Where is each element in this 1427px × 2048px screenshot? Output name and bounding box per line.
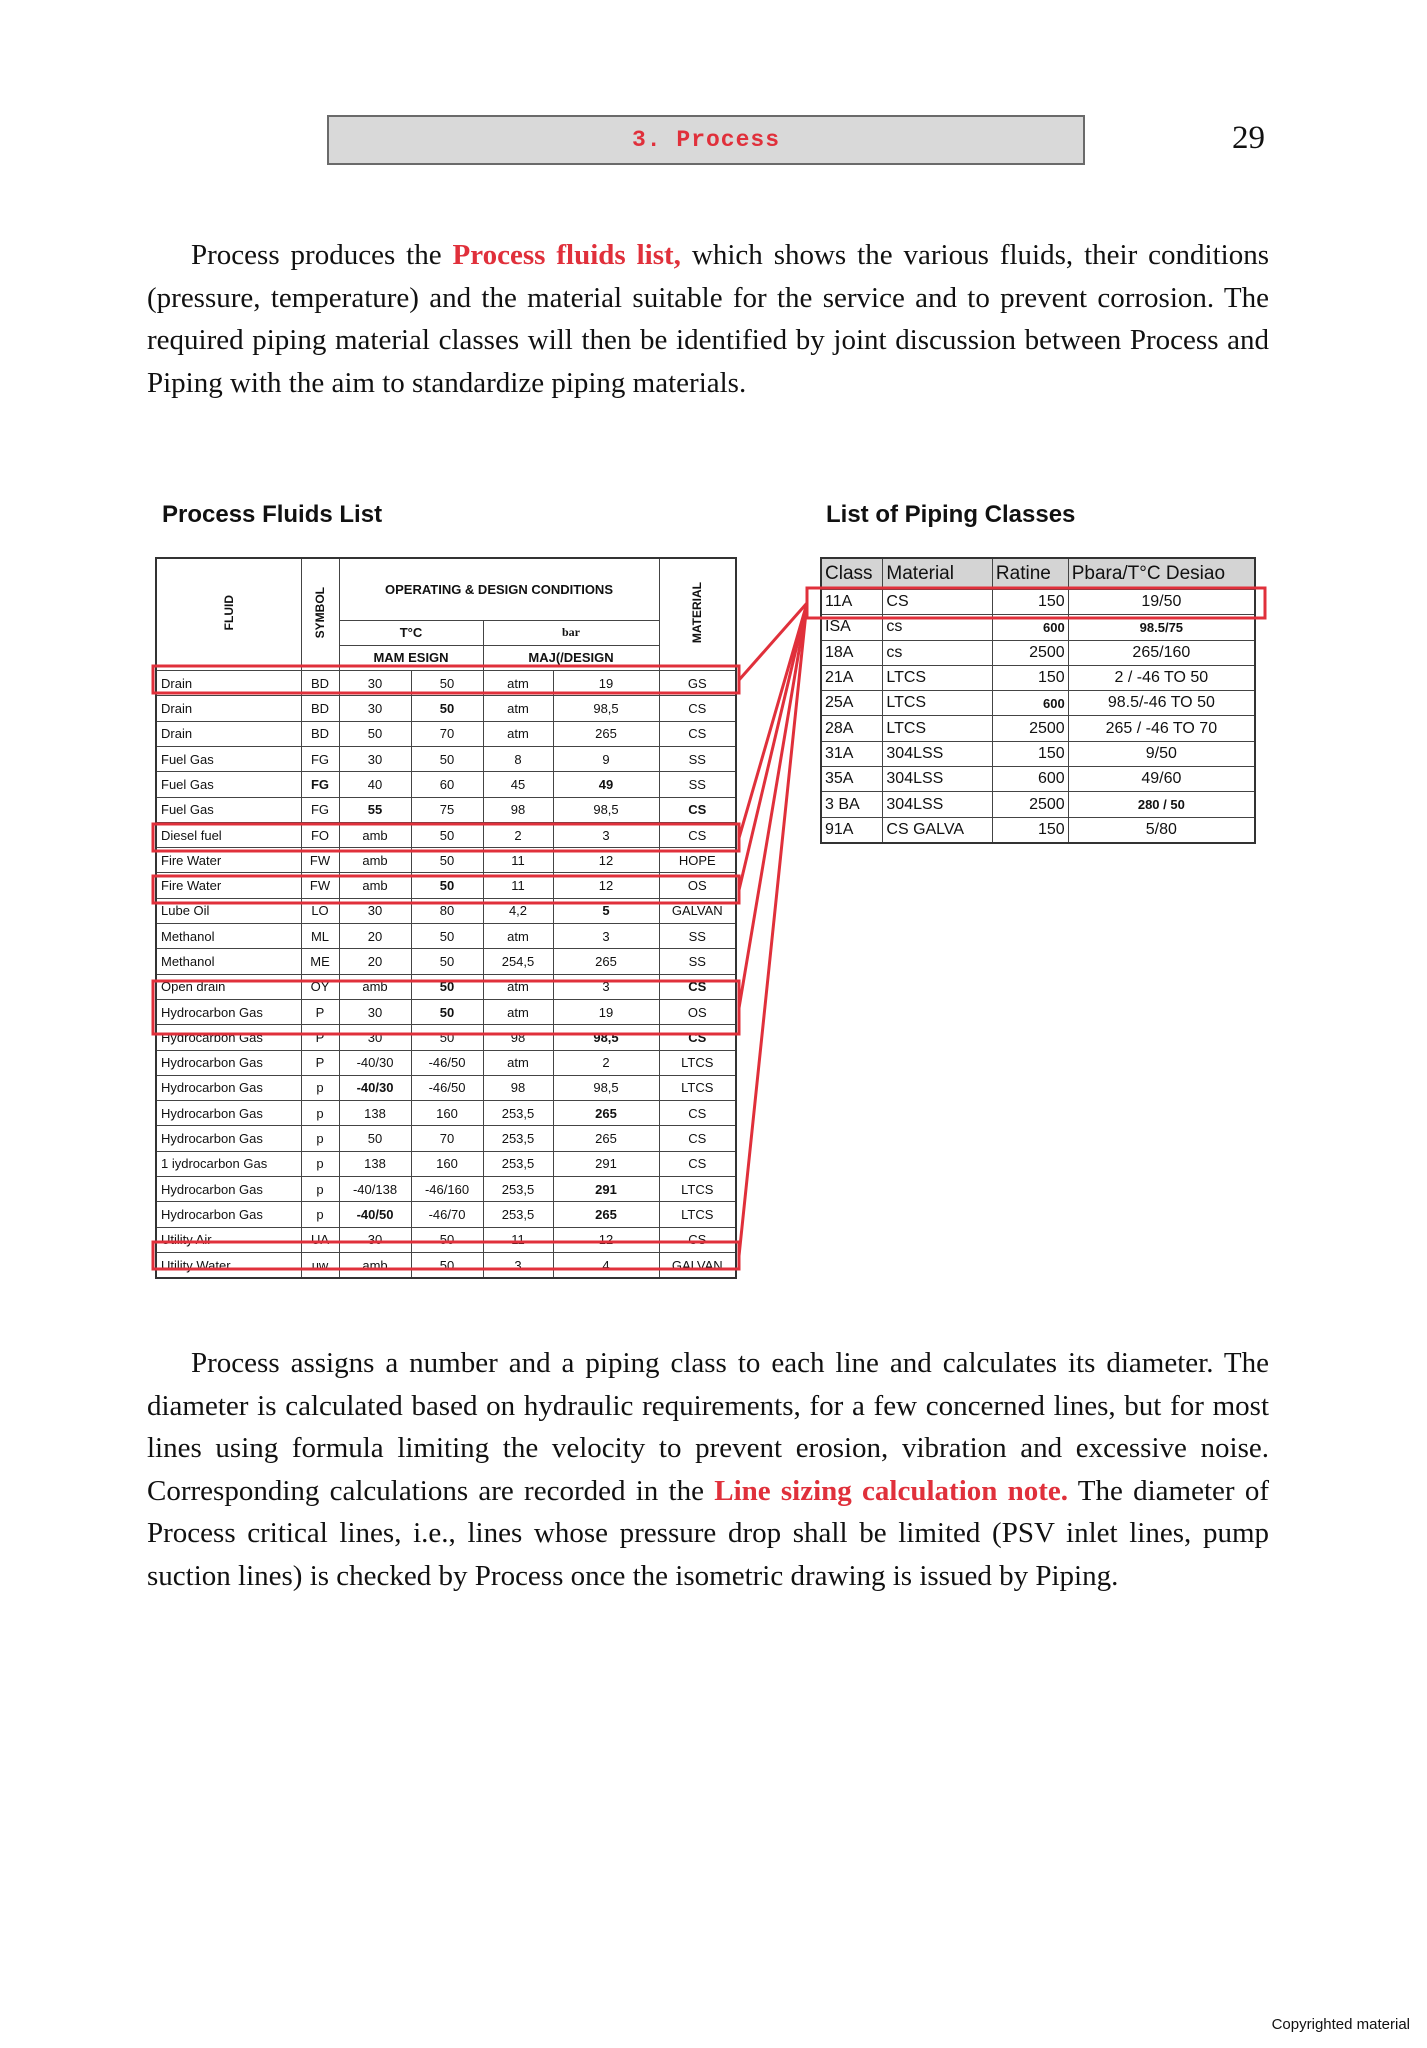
temp-design-cell: -46/160 [411,1177,483,1202]
material-cell: GALVAN [659,1252,736,1278]
fluid-row [156,1075,736,1100]
pressure-design-cell: 12 [553,848,659,873]
temp-op-cell: -40/30 [339,1050,411,1075]
fluid-row [156,848,736,873]
symbol-cell: BD [301,671,339,696]
material-cell: GALVAN [659,898,736,923]
pressure-design-cell: 12 [553,1227,659,1252]
class-cell: 21A [821,665,883,690]
connector-firewater [739,603,807,890]
fluid-cell: Fuel Gas [156,772,301,797]
rating-cell: 150 [992,741,1068,766]
temp-op-cell: 30 [339,1227,411,1252]
symbol-cell: ME [301,949,339,974]
design-cell: 265/160 [1068,640,1255,665]
header-symbol: SYMBOL [301,558,339,671]
connector-opendrain [739,603,807,1008]
pressure-op-cell: atm [483,1050,553,1075]
temp-design-cell: 75 [411,797,483,822]
symbol-cell: BD [301,696,339,721]
symbol-cell: FO [301,822,339,847]
class-row [821,615,1255,640]
class-material-cell: 304LSS [883,741,993,766]
pressure-design-cell: 265 [553,1202,659,1227]
symbol-cell: p [301,1075,339,1100]
pressure-op-cell: atm [483,974,553,999]
temp-design-cell: -46/70 [411,1202,483,1227]
class-row [821,716,1255,741]
material-cell: CS [659,696,736,721]
header-conditions: OPERATING & DESIGN CONDITIONS [339,558,659,620]
piping-classes-caption: List of Piping Classes [826,501,1076,528]
fluid-cell: Methanol [156,924,301,949]
fluid-cell: Fuel Gas [156,746,301,771]
pressure-design-cell: 3 [553,822,659,847]
temp-design-cell: 50 [411,1252,483,1278]
temp-design-cell: 50 [411,1227,483,1252]
pressure-op-cell: 11 [483,848,553,873]
fluid-cell: Fire Water [156,873,301,898]
class-material-cell: LTCS [883,716,993,741]
process-fluids-table [155,557,737,1279]
design-cell: 5/80 [1068,817,1255,843]
symbol-cell: UA [301,1227,339,1252]
fluid-cell: Methanol [156,949,301,974]
temp-op-cell: 50 [339,1126,411,1151]
symbol-cell: FW [301,848,339,873]
pressure-design-cell: 265 [553,1126,659,1151]
header-pressure-sub: MAJ(/DESIGN [483,645,659,670]
fluid-row [156,924,736,949]
header-pressure: bar [483,620,659,645]
temp-op-cell: 55 [339,797,411,822]
fluid-cell: Diesel fuel [156,822,301,847]
temp-op-cell: 30 [339,696,411,721]
fluid-row [156,772,736,797]
class-row [821,640,1255,665]
temp-design-cell: 50 [411,924,483,949]
fluid-row [156,1177,736,1202]
symbol-cell: p [301,1177,339,1202]
pressure-op-cell: 11 [483,1227,553,1252]
pressure-design-cell: 291 [553,1177,659,1202]
class-row [821,691,1255,716]
symbol-cell: p [301,1151,339,1176]
pressure-design-cell: 9 [553,746,659,771]
symbol-cell: p [301,1126,339,1151]
fluid-cell: 1 iydrocarbon Gas [156,1151,301,1176]
temp-op-cell: 40 [339,772,411,797]
fluid-cell: Drain [156,696,301,721]
fluid-cell: Hydrocarbon Gas [156,1202,301,1227]
fluid-row [156,671,736,696]
pressure-op-cell: atm [483,721,553,746]
header-temp-sub: MAM ESIGN [339,645,483,670]
pressure-design-cell: 3 [553,924,659,949]
class-cell: 11A [821,590,883,615]
symbol-cell: P [301,1025,339,1050]
rating-cell: 150 [992,590,1068,615]
design-cell: 2 / -46 TO 50 [1068,665,1255,690]
pressure-op-cell: atm [483,999,553,1024]
fluid-cell: Drain [156,721,301,746]
class-row [821,741,1255,766]
pressure-design-cell: 98,5 [553,696,659,721]
class-cell: 31A [821,741,883,766]
temp-design-cell: -46/50 [411,1050,483,1075]
class-row [821,590,1255,615]
symbol-cell: OY [301,974,339,999]
design-cell: 280 / 50 [1068,792,1255,817]
class-cell: 91A [821,817,883,843]
pressure-op-cell: 98 [483,797,553,822]
design-cell: 49/60 [1068,767,1255,792]
temp-op-cell: 30 [339,999,411,1024]
intro-text-1: Process produces the [191,239,453,271]
class-material-cell: cs [883,640,993,665]
pressure-op-cell: 253,5 [483,1101,553,1126]
rating-cell: 2500 [992,716,1068,741]
temp-design-cell: 70 [411,721,483,746]
header-design: Pbara/T°C Desiao [1068,558,1255,590]
fluid-row [156,898,736,923]
temp-design-cell: 50 [411,999,483,1024]
rating-cell: 150 [992,665,1068,690]
class-cell: ISA [821,615,883,640]
pressure-op-cell: 45 [483,772,553,797]
header-temp: T°C [339,620,483,645]
temp-op-cell: amb [339,848,411,873]
symbol-cell: FG [301,797,339,822]
rating-cell: 600 [992,691,1068,716]
temp-op-cell: -40/138 [339,1177,411,1202]
material-cell: CS [659,1101,736,1126]
class-row [821,792,1255,817]
pressure-design-cell: 2 [553,1050,659,1075]
fluid-row [156,949,736,974]
fluid-cell: Hydrocarbon Gas [156,1126,301,1151]
pressure-design-cell: 98,5 [553,1075,659,1100]
pressure-op-cell: 253,5 [483,1202,553,1227]
temp-op-cell: 30 [339,898,411,923]
temp-design-cell: 50 [411,974,483,999]
fluid-row [156,1151,736,1176]
fluid-row [156,822,736,847]
rating-cell: 150 [992,817,1068,843]
class-row [821,817,1255,843]
temp-op-cell: amb [339,974,411,999]
fluid-row [156,873,736,898]
piping-classes-table [820,557,1256,844]
temp-op-cell: amb [339,873,411,898]
connector-drain [739,603,807,680]
fluid-cell: Hydrocarbon Gas [156,1177,301,1202]
material-cell: CS [659,721,736,746]
class-cell: 18A [821,640,883,665]
pressure-op-cell: atm [483,924,553,949]
design-cell: 19/50 [1068,590,1255,615]
body-text-1: Process assigns a number and a piping class to each line and calculates its diameter. The diameter is calculated based on hydraulic requirements, for a few concerned lines, but for most lines using formula limiting the velocity to prevent erosion, vibration and excessive noise. Corresponding calculations are recorded in the [147,1347,1269,1507]
temp-design-cell: -46/50 [411,1075,483,1100]
class-material-cell: LTCS [883,665,993,690]
pressure-op-cell: 3 [483,1252,553,1278]
design-cell: 98.5/-46 TO 50 [1068,691,1255,716]
class-cell: 28A [821,716,883,741]
material-cell: GS [659,671,736,696]
fluid-cell: Utility Air [156,1227,301,1252]
fluid-row [156,1025,736,1050]
class-row [821,767,1255,792]
class-material-cell: cs [883,615,993,640]
fluid-row [156,797,736,822]
pressure-design-cell: 49 [553,772,659,797]
pressure-design-cell: 19 [553,671,659,696]
temp-design-cell: 80 [411,898,483,923]
class-material-cell: CS [883,590,993,615]
pressure-design-cell: 265 [553,1101,659,1126]
fluid-cell: Lube Oil [156,898,301,923]
rating-cell: 600 [992,615,1068,640]
intro-text-2: which shows the various fluids, their conditions (pressure, temperature) and the material suitable for the service and to prevent corrosion. The required piping material classes will then be identified by joint discussion between Process and Piping with the aim to standardize piping materials. [147,239,1270,399]
pressure-op-cell: atm [483,671,553,696]
temp-design-cell: 160 [411,1101,483,1126]
process-fluids-list-link: Process fluids list, [452,239,681,271]
fluid-cell: Hydrocarbon Gas [156,1050,301,1075]
pressure-design-cell: 4 [553,1252,659,1278]
material-cell: CS [659,1126,736,1151]
pressure-design-cell: 291 [553,1151,659,1176]
temp-design-cell: 50 [411,1025,483,1050]
line-sizing-note-link: Line sizing calculation note. [714,1474,1069,1507]
header-fluid: FLUID [156,558,301,671]
material-cell: OS [659,999,736,1024]
pressure-op-cell: atm [483,696,553,721]
class-row [821,665,1255,690]
rating-cell: 600 [992,767,1068,792]
symbol-cell: FG [301,746,339,771]
fluid-row [156,1126,736,1151]
pressure-op-cell: 11 [483,873,553,898]
pressure-op-cell: 2 [483,822,553,847]
symbol-cell: LO [301,898,339,923]
pressure-design-cell: 12 [553,873,659,898]
pressure-op-cell: 4,2 [483,898,553,923]
header-rating: Ratine [992,558,1068,590]
temp-design-cell: 50 [411,746,483,771]
pressure-op-cell: 98 [483,1025,553,1050]
rating-cell: 2500 [992,640,1068,665]
fluid-row [156,999,736,1024]
symbol-cell: p [301,1101,339,1126]
material-cell: LTCS [659,1050,736,1075]
body-paragraph [147,1342,1269,1597]
symbol-cell: p [301,1202,339,1227]
pressure-op-cell: 253,5 [483,1151,553,1176]
rating-cell: 2500 [992,792,1068,817]
temp-design-cell: 50 [411,873,483,898]
temp-op-cell: 20 [339,949,411,974]
fluid-cell: Utility Water [156,1252,301,1278]
symbol-cell: ML [301,924,339,949]
chapter-title: 3. Process [631,127,781,153]
symbol-cell: uw [301,1252,339,1278]
pressure-design-cell: 98,5 [553,1025,659,1050]
temp-design-cell: 50 [411,822,483,847]
class-material-cell: LTCS [883,691,993,716]
material-cell: CS [659,1227,736,1252]
temp-op-cell: amb [339,822,411,847]
pressure-op-cell: 253,5 [483,1177,553,1202]
material-cell: CS [659,1025,736,1050]
fluid-row [156,721,736,746]
symbol-cell: P [301,1050,339,1075]
temp-design-cell: 50 [411,696,483,721]
pressure-op-cell: 253,5 [483,1126,553,1151]
material-cell: SS [659,924,736,949]
material-cell: HOPE [659,848,736,873]
pressure-design-cell: 19 [553,999,659,1024]
material-cell: SS [659,746,736,771]
design-cell: 9/50 [1068,741,1255,766]
temp-op-cell: 50 [339,721,411,746]
fluid-row [156,746,736,771]
fluid-cell: Hydrocarbon Gas [156,1101,301,1126]
temp-op-cell: 20 [339,924,411,949]
temp-design-cell: 50 [411,848,483,873]
pressure-design-cell: 265 [553,721,659,746]
fluid-cell: Open drain [156,974,301,999]
class-material-cell: 304LSS [883,792,993,817]
symbol-cell: FG [301,772,339,797]
chapter-header [327,115,1085,165]
temp-op-cell: 138 [339,1151,411,1176]
connector-utilityair [739,603,807,1256]
fluid-cell: Fuel Gas [156,797,301,822]
class-material-cell: CS GALVA [883,817,993,843]
class-cell: 35A [821,767,883,792]
connector-diesel [739,603,807,838]
temp-op-cell: 30 [339,746,411,771]
temp-op-cell: -40/30 [339,1075,411,1100]
page-number: 29 [1232,120,1265,156]
temp-design-cell: 60 [411,772,483,797]
design-cell: 265 / -46 TO 70 [1068,716,1255,741]
fluid-row [156,974,736,999]
fluid-cell: Hydrocarbon Gas [156,999,301,1024]
header-class: Class [821,558,883,590]
material-cell: LTCS [659,1075,736,1100]
temp-op-cell: -40/50 [339,1202,411,1227]
pressure-design-cell: 98,5 [553,797,659,822]
fluid-row [156,1252,736,1278]
temp-op-cell: 30 [339,671,411,696]
material-cell: SS [659,949,736,974]
fluid-cell: Hydrocarbon Gas [156,1075,301,1100]
fluid-row [156,1202,736,1227]
pressure-design-cell: 3 [553,974,659,999]
body-text-2: The diameter of Process critical lines, i.e., lines whose pressure drop shall be limited (PSV inlet lines, pump suction lines) is checked by Process once the isometric drawing is issued by Piping. [147,1474,1269,1592]
fluid-row [156,1050,736,1075]
temp-op-cell: amb [339,1252,411,1278]
temp-design-cell: 50 [411,949,483,974]
material-cell: OS [659,873,736,898]
material-cell: LTCS [659,1202,736,1227]
pressure-design-cell: 265 [553,949,659,974]
header-material: Material [883,558,993,590]
material-cell: CS [659,822,736,847]
pressure-op-cell: 98 [483,1075,553,1100]
class-material-cell: 304LSS [883,767,993,792]
material-cell: CS [659,797,736,822]
fluid-cell: Fire Water [156,848,301,873]
temp-design-cell: 160 [411,1151,483,1176]
symbol-cell: BD [301,721,339,746]
pressure-op-cell: 8 [483,746,553,771]
pressure-op-cell: 254,5 [483,949,553,974]
temp-design-cell: 50 [411,671,483,696]
copyright-notice: Copyrighted material [1271,2016,1410,2033]
material-cell: CS [659,974,736,999]
design-cell: 98.5/75 [1068,615,1255,640]
pressure-design-cell: 5 [553,898,659,923]
class-cell: 25A [821,691,883,716]
fluid-cell: Drain [156,671,301,696]
temp-design-cell: 70 [411,1126,483,1151]
material-cell: LTCS [659,1177,736,1202]
symbol-cell: FW [301,873,339,898]
symbol-cell: P [301,999,339,1024]
temp-op-cell: 138 [339,1101,411,1126]
class-cell: 3 BA [821,792,883,817]
material-cell: SS [659,772,736,797]
temp-op-cell: 30 [339,1025,411,1050]
fluids-list-caption: Process Fluids List [162,501,383,528]
material-cell: CS [659,1151,736,1176]
header-material: MATERIAL [659,558,736,671]
fluid-row [156,1101,736,1126]
fluid-row [156,1227,736,1252]
fluid-row [156,696,736,721]
fluid-cell: Hydrocarbon Gas [156,1025,301,1050]
intro-paragraph [147,234,1269,404]
